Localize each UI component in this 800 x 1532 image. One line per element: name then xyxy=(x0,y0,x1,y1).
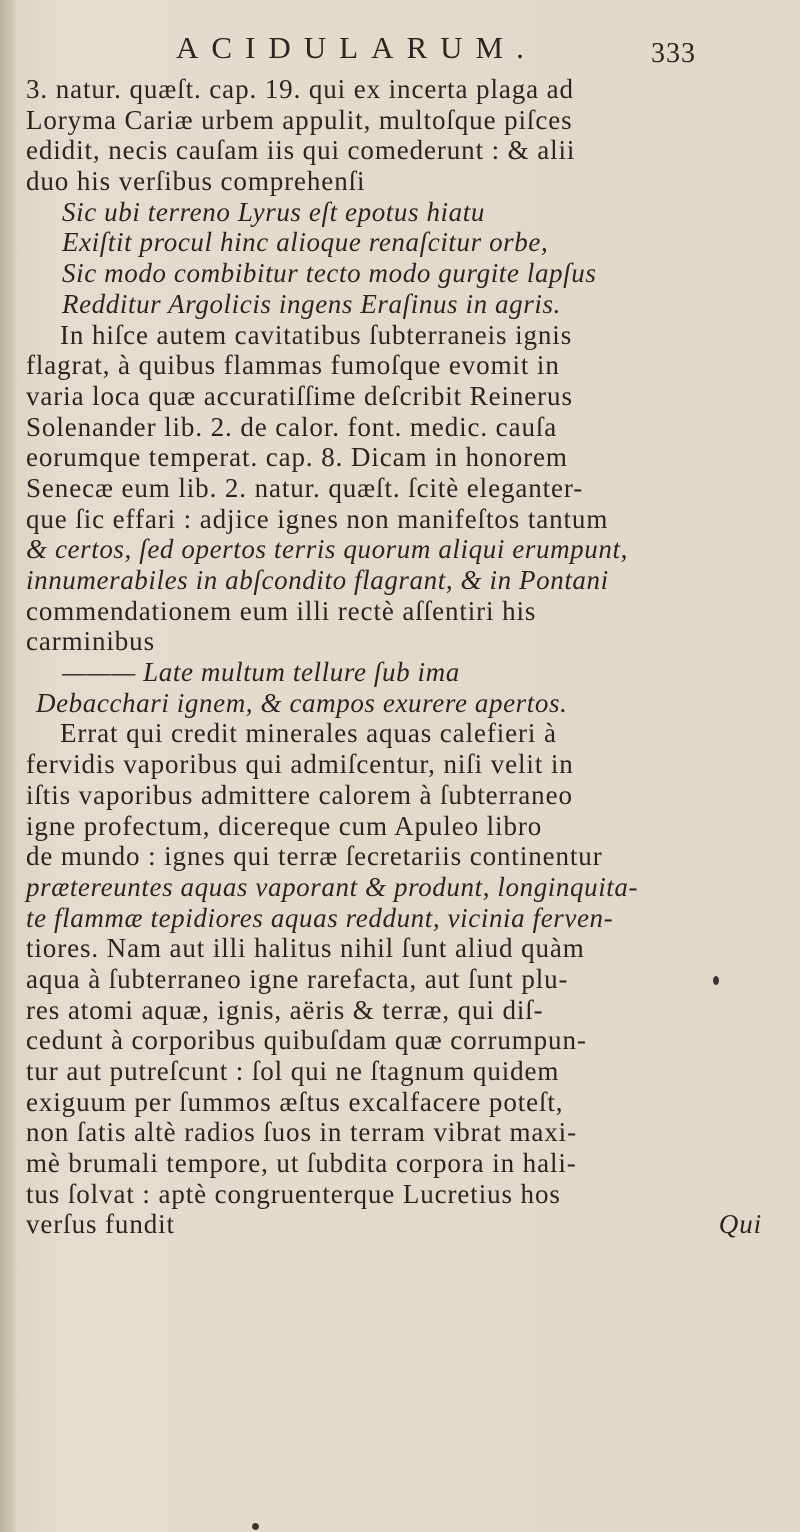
text-line-last xyxy=(26,1209,786,1240)
text-line: varia loca quæ accuratiſſime deſcribit Reinerus xyxy=(26,380,573,411)
page-header xyxy=(176,30,696,70)
text-line: Errat qui credit minerales aquas calefieri à xyxy=(60,718,557,749)
body-text xyxy=(26,74,786,1240)
text-line: innumerabiles in abſcondito flagrant, & in Pontani xyxy=(26,565,609,595)
text-line: que ſic effari : adjice ignes non manifeſtos tantum xyxy=(26,503,609,534)
text-line: mè brumali tempore, ut ſubdita corpora in hali- xyxy=(26,1148,577,1179)
running-head: ACIDULARUM. xyxy=(176,30,537,65)
text-line: Solenander lib. 2. de calor. font. medic. cauſa xyxy=(26,411,558,442)
verse-line: Redditur Argolicis ingens Eraſinus in agris. xyxy=(62,288,561,319)
text-line: eorumque temperat. cap. 8. Dicam in honorem xyxy=(26,442,568,473)
verse-line: Sic ubi terreno Lyrus eſt epotus hiatu xyxy=(62,196,485,227)
text-line: aqua à ſubterraneo igne rarefacta, aut ſunt plu- xyxy=(26,963,569,994)
text-line: tus ſolvat : aptè congruenterque Lucretius hos xyxy=(26,1178,561,1209)
text-line: exiguum per ſummos æſtus excalfacere poteſt, xyxy=(26,1086,564,1117)
text-line: iſtis vaporibus admittere calorem à ſubterraneo xyxy=(26,779,573,810)
text-line: carminibus xyxy=(26,626,155,657)
verse-line: Exiſtit procul hinc alioque renaſcitur orbe, xyxy=(62,227,549,258)
text-line: igne profectum, dicereque cum Apuleo libro xyxy=(26,810,543,841)
text-line: tiores. Nam aut illi halitus nihil ſunt aliud quàm xyxy=(26,933,585,964)
text-line: 3. natur. quæſt. cap. 19. qui ex incerta plaga ad xyxy=(26,74,574,104)
ink-spot xyxy=(252,1523,259,1530)
text-line: tur aut putreſcunt : ſol qui ne ſtagnum quidem xyxy=(26,1056,560,1086)
text-line: prætereuntes aquas vaporant & produnt, longinquita- xyxy=(26,871,639,902)
text-line: te flammæ tepidiores aquas reddunt, vicinia ferven- xyxy=(26,902,614,933)
ink-spot xyxy=(713,976,719,985)
text-line: cedunt à corporibus quibuſdam quæ corrumpun- xyxy=(26,1025,587,1056)
text-line: edidit, necis cauſam iis qui comederunt : & alii xyxy=(26,135,576,166)
text-line: res atomi aquæ, ignis, aëris & terræ, qui diſ- xyxy=(26,994,544,1025)
text-line: fervidis vaporibus qui admiſcentur, niſi velit in xyxy=(26,749,574,780)
page-number: 333 xyxy=(651,38,696,69)
text-line: duo his verſibus comprehenſi xyxy=(26,166,366,197)
text-line: commendationem eum illi rectè aſſentiri his xyxy=(26,595,537,626)
verse-line: Debacchari ignem, & campos exurere apertos. xyxy=(36,687,568,718)
catchword: Qui xyxy=(718,1209,762,1240)
page-gutter xyxy=(0,0,14,1532)
verse-line: Sic modo combibitur tecto modo gurgite lapſus xyxy=(62,258,597,289)
text-line: Senecæ eum lib. 2. natur. quæſt. ſcitè eleganter- xyxy=(26,472,584,503)
text-line: flagrat, à quibus flammas fumoſque evomit in xyxy=(26,350,560,381)
text-line: Loryma Cariæ urbem appulit, multoſque piſces xyxy=(26,104,573,135)
text-line: & certos, ſed opertos terris quorum aliqui erumpunt, xyxy=(26,534,628,565)
text-line: non ſatis altè radios ſuos in terram vibrat maxi- xyxy=(26,1117,577,1148)
text-line: de mundo : ignes qui terræ ſecretariis continentur xyxy=(26,841,603,872)
verse-line: ——— Late multum tellure ſub ima xyxy=(62,657,460,688)
text-line: In hiſce autem cavitatibus ſubterraneis ignis xyxy=(60,319,573,350)
text-line: verſus fundit xyxy=(26,1209,175,1240)
